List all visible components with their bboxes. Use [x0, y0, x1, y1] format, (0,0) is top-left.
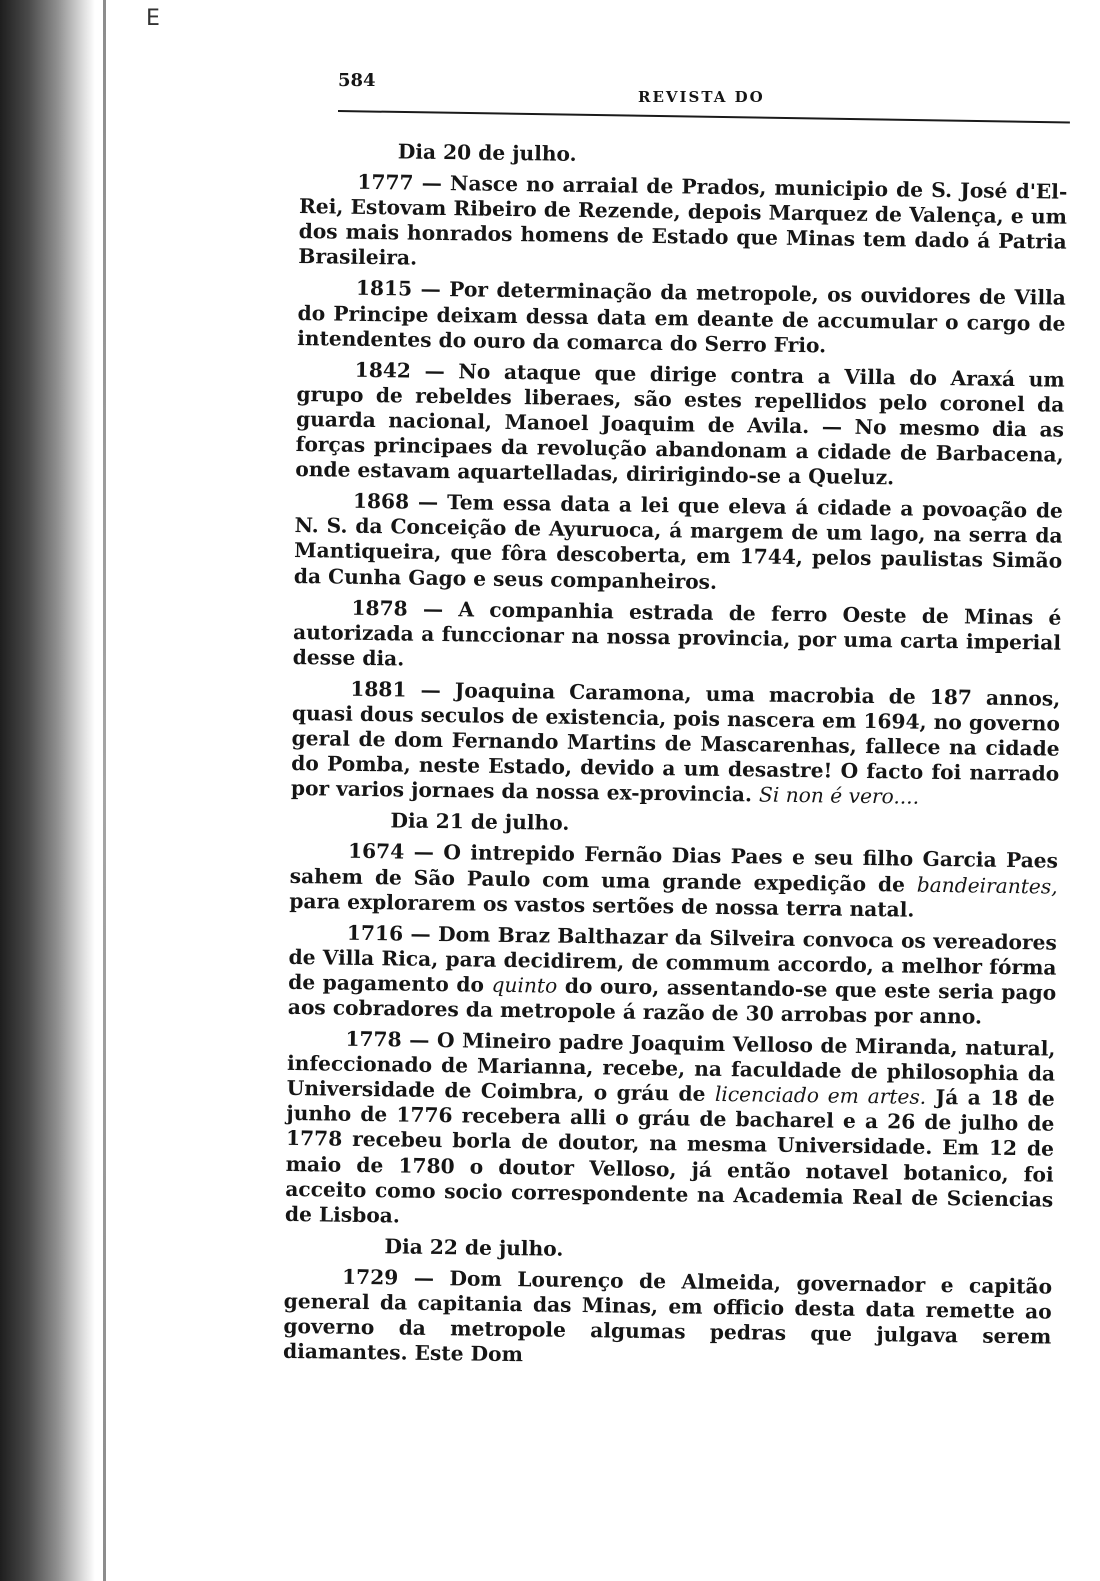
entry-year: 1842 [354, 357, 412, 383]
entry-text: Joaquina Caramona, uma macrobia de 187 annos, quasi dous seculos de existencia, pois nascera em 1694, no governo geral de dom Fernando Martins de Mascarenhas, fallece na cidade do Pomba, neste Estado, devido a um desastre! O facto foi narrado por varios jornaes da nossa ex-provincia. [290, 678, 1061, 807]
entry-paragraph [295, 357, 1065, 493]
dash: — [413, 840, 435, 865]
entry-text: A companhia estrada de ferro Oeste de Minas é autorizada a funccionar na nossa provincia, por uma carta imperial desse dia. [292, 596, 1062, 671]
dash: — [409, 1027, 430, 1052]
entry-paragraph [288, 920, 1057, 1031]
entry-text: Dom Lourenço de Almeida, governador e capitão general da capitania das Minas, em officio desta data remette ao governo da metropole algumas pedras que julgava serem diamantes. Este Dom [282, 1266, 1053, 1367]
entry-year: 1729 [341, 1264, 399, 1290]
dash: — [420, 677, 441, 702]
day-heading: Dia 21 de julho. [390, 808, 570, 836]
header-rule [338, 110, 1070, 123]
entry-year: 1716 [346, 920, 404, 946]
entry-text: O intrepido Fernão Dias Paes e seu filho Garcia Paes sahem de São Paulo com uma grande expedição de [289, 840, 1059, 897]
entry-text: Dom Braz Balthazar da Silveira convoca os vereadores de Villa Rica, para decidirem, de commum accordo, a melhor fórma de pagamento do [288, 921, 1058, 997]
dash: — [413, 1265, 435, 1290]
dash: — [420, 277, 441, 302]
entry-year: 1868 [352, 488, 410, 514]
running-head: REVISTA DO [638, 88, 765, 106]
italic-phrase: Si non é vero.... [758, 782, 920, 809]
entry-text: Nasce no arraial de Prados, municipio de S. José d'El-Rei, Estovam Ribeiro de Rezende, depois Marquez de Valença, e um dos mais honrados homens de Estado que Minas tem dado á Patria Brasileira. [298, 171, 1068, 271]
entry-paragraph [293, 595, 1062, 681]
dash: — [422, 596, 444, 621]
entry-paragraph [298, 169, 1067, 280]
entry-year: 1881 [350, 676, 407, 702]
entry-text: Tem essa data a lei que eleva á cidade a povoação de N. S. da Conceição de Ayuruoca, á margem de um lago, na serra da Mantiqueira, que fôra descoberta, em 1744, pelos paulistas Simão da Cunha Gago e seus companheiros. [293, 490, 1064, 594]
dash: — [421, 170, 443, 196]
entry-text: para explorarem os vastos sertões de nossa terra natal. [289, 888, 915, 922]
entry-paragraph [291, 676, 1061, 812]
entry-year: 1777 [357, 169, 414, 195]
entry-text: No ataque que dirige contra a Villa do Araxá um grupo de rebeldes liberaes, são estes repellidos pelo coronel da guarda nacional, Manoel Joaquim de Avila. — No mesmo dia as forças principaes da revolução abandonam a cidade de Barbacena, onde estavam aquartelladas, diririgindo-se a Queluz. [295, 358, 1065, 490]
entry-year: 1878 [351, 595, 408, 621]
dash: — [424, 358, 445, 383]
dash: — [410, 921, 431, 946]
dash: — [417, 489, 439, 515]
entry-paragraph [285, 1026, 1056, 1237]
entry-paragraph [289, 838, 1058, 924]
entry-text: do ouro, assentando-se que este seria pago aos cobradores da metropole á razão de 30 arrobas por anno. [287, 973, 1057, 1029]
entry-text: Já a 18 de junho de 1776 recebera alli o gráu de bacharel e a 26 de julho de 1778 recebeu borla de doutor, na mesma Universidade. Em 12 de maio de 1780 o doutor Velloso, já então notavel botanico, foi acceito como socio correspondente na Academia Real de Sciencias de Lisboa. [284, 1085, 1055, 1228]
entry-year: 1778 [345, 1026, 402, 1052]
corner-mark: E [146, 6, 160, 31]
entry-paragraph [294, 488, 1063, 599]
binding-shadow [0, 0, 95, 1581]
entry-paragraph [283, 1264, 1052, 1375]
italic-phrase: bandeirantes, [916, 872, 1058, 899]
page-body [283, 138, 1068, 1381]
entry-year: 1815 [355, 276, 413, 302]
binding-line [103, 0, 106, 1581]
day-heading: Dia 22 de julho. [384, 1234, 564, 1261]
entry-paragraph [297, 275, 1066, 361]
italic-phrase: quinto [491, 972, 558, 998]
italic-phrase: licenciado em artes. [714, 1082, 927, 1110]
entry-year: 1674 [347, 839, 405, 864]
entry-text: Por determinação da metropole, os ouvidores de Villa do Principe deixam dessa data em deante de accumular o cargo de intendentes do ouro da comarca do Serro Frio. [297, 277, 1067, 358]
page-number: 584 [338, 70, 376, 91]
entry-text: O Mineiro padre Joaquim Velloso de Miranda, natural, infeccionado de Marianna, recebe, na faculdade de philosophia da Universidade de Coimbra, o gráu de [286, 1028, 1056, 1107]
day-heading: Dia 20 de julho. [397, 139, 577, 166]
